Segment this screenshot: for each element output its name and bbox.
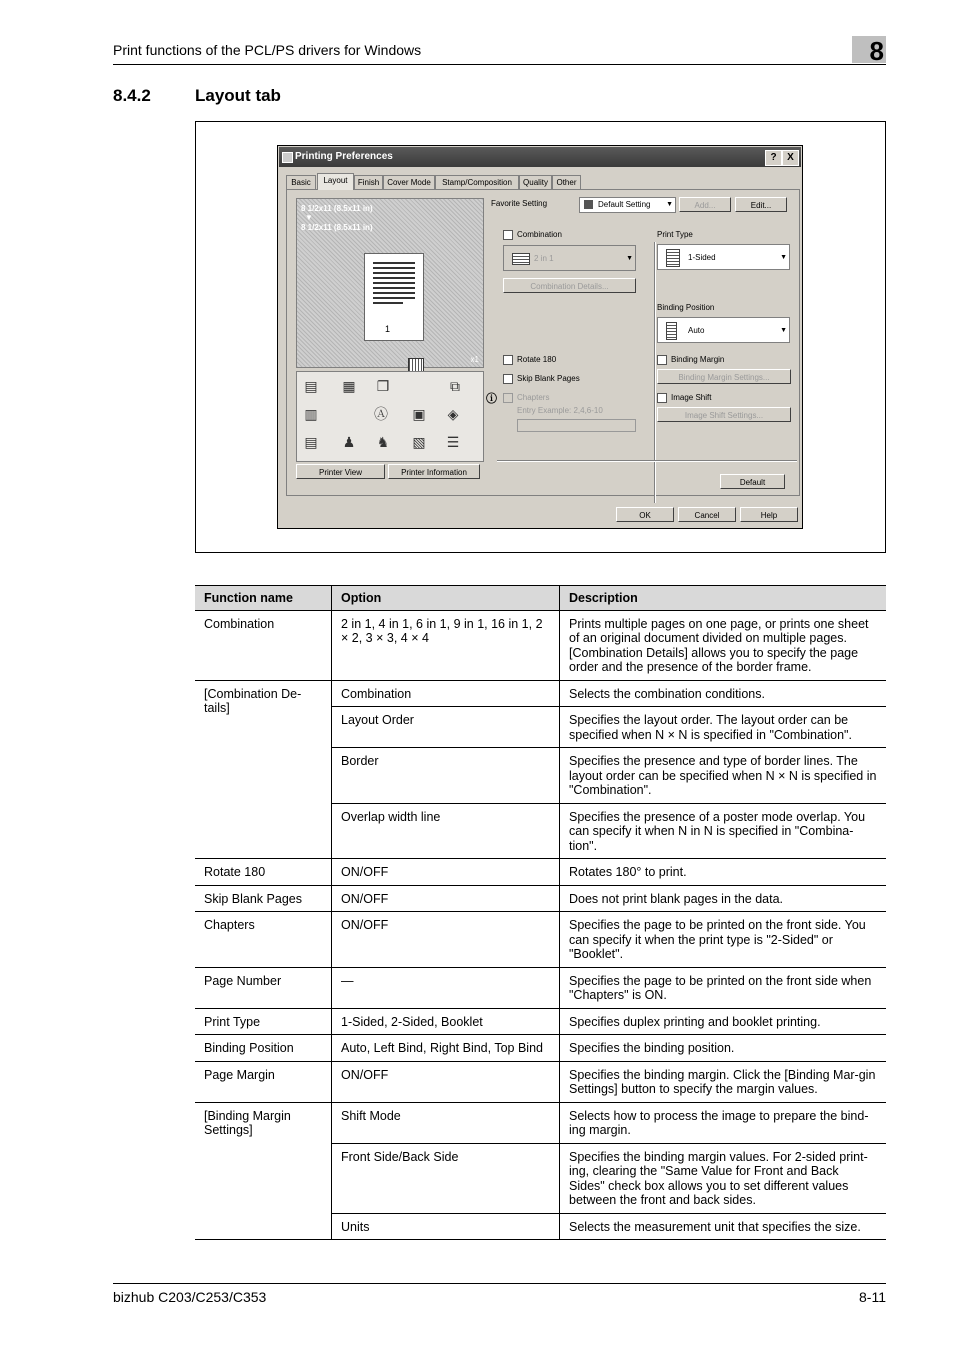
column-header: Option — [332, 586, 560, 611]
description-cell: Specifies the binding position. — [560, 1035, 887, 1062]
user-icon[interactable]: ♟ — [342, 434, 356, 450]
combination-checkbox[interactable] — [503, 230, 513, 240]
printer-icon — [282, 152, 293, 163]
preview-copies: x1 — [470, 355, 479, 364]
printer-view-button[interactable]: Printer View — [296, 464, 385, 479]
option-cell: Combination — [332, 680, 560, 707]
tab-basic[interactable]: Basic — [286, 175, 316, 189]
option-cell: 2 in 1, 4 in 1, 6 in 1, 9 in 1, 16 in 1, 2 × 2, 3 × 3, 4 × 4 — [332, 610, 560, 680]
column-divider — [654, 242, 656, 503]
footer-model: bizhub C203/C253/C353 — [113, 1289, 267, 1305]
description-cell: Specifies duplex printing and booklet printing. — [560, 1008, 887, 1035]
list-icon[interactable]: ☰ — [446, 434, 460, 450]
table-row — [195, 1061, 886, 1102]
duplex-icon[interactable]: ▥ — [304, 406, 318, 422]
stamp-icon[interactable]: Ⓐ — [374, 406, 388, 422]
option-cell: Front Side/Back Side — [332, 1143, 560, 1213]
description-cell: Specifies the presence of a poster mode overlap. You can specify it when N in N is specified in "Combina-tion". — [560, 803, 887, 859]
function-name-cell: Page Number — [195, 967, 332, 1008]
combination-select[interactable] — [503, 245, 636, 271]
panel-divider — [497, 460, 797, 462]
table-row — [195, 1008, 886, 1035]
combination-icon[interactable]: ▦ — [342, 378, 356, 394]
dialog-title: Printing Preferences — [295, 151, 393, 162]
edit-button[interactable]: Edit... — [735, 197, 787, 212]
section-number: 8.4.2 — [113, 86, 151, 105]
page-number-icon[interactable]: ▣ — [412, 406, 426, 422]
add-button[interactable]: Add... — [679, 197, 731, 212]
option-cell: ON/OFF — [332, 885, 560, 912]
info-icon: ⓘ — [486, 393, 497, 405]
option-cell: Shift Mode — [332, 1102, 560, 1143]
cancel-button[interactable]: Cancel — [678, 507, 736, 522]
column-header: Description — [560, 586, 887, 611]
punch-icon[interactable]: ⧉ — [450, 378, 460, 394]
option-cell: — — [332, 967, 560, 1008]
preview-paper — [364, 253, 424, 341]
tab-finish[interactable]: Finish — [354, 175, 383, 189]
section-heading — [113, 86, 281, 106]
image-shift-checkbox[interactable] — [657, 393, 667, 403]
option-cell: ON/OFF — [332, 1061, 560, 1102]
print-type-label: Print Type — [657, 230, 693, 239]
chevron-down-icon: ▼ — [666, 201, 673, 208]
table-row — [195, 859, 886, 886]
function-name-cell: Chapters — [195, 912, 332, 968]
rotate-icon[interactable]: ◈ — [447, 406, 459, 422]
document-icon[interactable]: ▤ — [304, 434, 318, 450]
favorite-setting-label: Favorite Setting — [491, 199, 548, 208]
chevron-down-icon: ▼ — [780, 254, 787, 261]
tab-stamp-composition[interactable]: Stamp/Composition — [435, 175, 519, 189]
description-cell: Selects how to process the image to prepare the bind-ing margin. — [560, 1102, 887, 1143]
option-cell: Overlap width line — [332, 803, 560, 859]
rotate-180-checkbox[interactable] — [503, 355, 513, 365]
page-preview — [296, 198, 484, 368]
binding-margin-checkbox[interactable] — [657, 355, 667, 365]
table-row — [195, 1035, 886, 1062]
output-tray-icon[interactable]: ▤ — [304, 378, 318, 394]
function-name-cell: Print Type — [195, 1008, 332, 1035]
description-cell: Specifies the binding margin. Click the [Binding Mar-gin Settings] button to specify the margin values. — [560, 1061, 887, 1102]
option-cell: Auto, Left Bind, Right Bind, Top Bind — [332, 1035, 560, 1062]
tab-cover-mode[interactable]: Cover Mode — [383, 175, 435, 189]
printing-preferences-dialog — [277, 145, 803, 529]
footer-page-number: 8-11 — [859, 1289, 886, 1305]
favorite-setting-value: Default Setting — [598, 200, 651, 209]
function-table — [195, 585, 886, 1240]
binding-position-label: Binding Position — [657, 303, 715, 312]
function-icon-area — [296, 371, 484, 462]
binding-position-value: Auto — [688, 326, 705, 335]
option-cell: Layout Order — [332, 707, 560, 748]
description-cell: Does not print blank pages in the data. — [560, 885, 887, 912]
function-name-cell: Combination — [195, 610, 332, 680]
function-name-cell: [Combination De-tails] — [195, 680, 332, 859]
function-name-cell: Rotate 180 — [195, 859, 332, 886]
skip-blank-pages-label: Skip Blank Pages — [517, 374, 580, 383]
function-name-cell: Page Margin — [195, 1061, 332, 1102]
column-header: Function name — [195, 586, 332, 611]
default-button[interactable]: Default — [720, 474, 785, 489]
function-name-cell: Binding Position — [195, 1035, 332, 1062]
chapters-checkbox[interactable] — [503, 393, 513, 403]
favorite-setting-select[interactable] — [579, 197, 676, 213]
tab-layout[interactable]: Layout — [317, 173, 354, 190]
layout-panel — [286, 189, 800, 496]
table-header-row — [195, 586, 886, 611]
description-cell: Rotates 180° to print. — [560, 859, 887, 886]
description-cell: Specifies the binding margin values. For 2-sided print-ing, clearing the "Same Value for Front and Back Sides" check box allows you to set different values between the front and back sides. — [560, 1143, 887, 1213]
group-icon[interactable]: ♞ — [376, 434, 390, 450]
description-cell: Selects the combination conditions. — [560, 680, 887, 707]
table-row — [195, 967, 886, 1008]
table-row — [195, 680, 886, 707]
close-button[interactable]: X — [782, 150, 799, 166]
copies-icon[interactable]: ❐ — [376, 378, 390, 394]
binding-position-select[interactable] — [657, 317, 790, 343]
table-row — [195, 912, 886, 968]
binding-icon — [666, 322, 677, 340]
description-cell: Specifies the presence and type of border lines. The layout order can be specified when N × N is specified in "Combination". — [560, 748, 887, 804]
option-cell: Border — [332, 748, 560, 804]
skip-blank-pages-checkbox[interactable] — [503, 374, 513, 384]
description-cell: Specifies the layout order. The layout order can be specified when N × N is specified in "Combination". — [560, 707, 887, 748]
chapter-number: 8 — [852, 36, 886, 63]
chapters-input[interactable] — [517, 419, 636, 432]
combination-label: Combination — [517, 230, 562, 239]
footer-rule — [113, 1283, 886, 1284]
printer-information-button[interactable]: Printer Information — [388, 464, 480, 479]
chapters-label: Chapters — [517, 393, 550, 402]
chevron-down-icon: ▼ — [780, 327, 787, 334]
preview-arrow: ▼ — [305, 213, 313, 222]
preview-output-size: 8 1/2x11 (8.5x11 in) — [301, 223, 373, 232]
tab-quality[interactable]: Quality — [519, 175, 552, 189]
preview-page-number: 1 — [385, 324, 391, 334]
description-cell: Prints multiple pages on one page, or prints one sheet of an original document divided on multiple pages. [Combination Details] allows you to specify the page order and the presence of the border frame. — [560, 610, 887, 680]
binding-margin-label: Binding Margin — [671, 355, 725, 364]
help-button[interactable]: Help — [740, 507, 798, 522]
binding-margin-settings-button[interactable]: Binding Margin Settings... — [657, 369, 791, 384]
chevron-down-icon: ▼ — [626, 255, 633, 262]
combination-details-button[interactable]: Combination Details... — [503, 278, 636, 293]
function-name-cell: Skip Blank Pages — [195, 885, 332, 912]
help-title-button[interactable]: ? — [765, 150, 782, 166]
option-cell: 1-Sided, 2-Sided, Booklet — [332, 1008, 560, 1035]
preview-paper-size: 8 1/2x11 (8.5x11 in) — [301, 204, 373, 213]
ok-button[interactable]: OK — [616, 507, 674, 522]
option-cell: ON/OFF — [332, 859, 560, 886]
function-name-cell: [Binding Margin Settings] — [195, 1102, 332, 1240]
print-type-value: 1-Sided — [688, 253, 716, 262]
header-title: Print functions of the PCL/PS drivers for Windows — [113, 42, 422, 58]
table-row — [195, 610, 886, 680]
combination-value: 2 in 1 — [534, 254, 554, 263]
image-shift-label: Image Shift — [671, 393, 712, 402]
page-header — [113, 36, 886, 66]
image-shift-settings-button[interactable]: Image Shift Settings... — [657, 407, 791, 422]
section-title: Layout tab — [195, 86, 281, 105]
tab-other[interactable]: Other — [552, 175, 581, 189]
table-row — [195, 885, 886, 912]
favorite-icon — [584, 200, 593, 209]
table-row — [195, 1102, 886, 1143]
description-cell: Specifies the page to be printed on the front side when "Chapters" is ON. — [560, 967, 887, 1008]
one-sided-icon — [666, 249, 680, 267]
rotate-180-label: Rotate 180 — [517, 355, 557, 364]
option-cell: ON/OFF — [332, 912, 560, 968]
print-type-select[interactable] — [657, 244, 790, 270]
option-cell: Units — [332, 1213, 560, 1240]
entry-example-label: Entry Example: 2,4,6-10 — [517, 406, 603, 415]
dialog-titlebar — [279, 147, 801, 167]
description-cell: Specifies the page to be printed on the front side. You can specify it when the print type is "2-Sided" or "Booklet". — [560, 912, 887, 968]
two-in-one-icon — [512, 253, 530, 265]
description-cell: Selects the measurement unit that specifies the size. — [560, 1213, 887, 1240]
settings-sheet-icon[interactable]: ▧ — [412, 434, 426, 450]
